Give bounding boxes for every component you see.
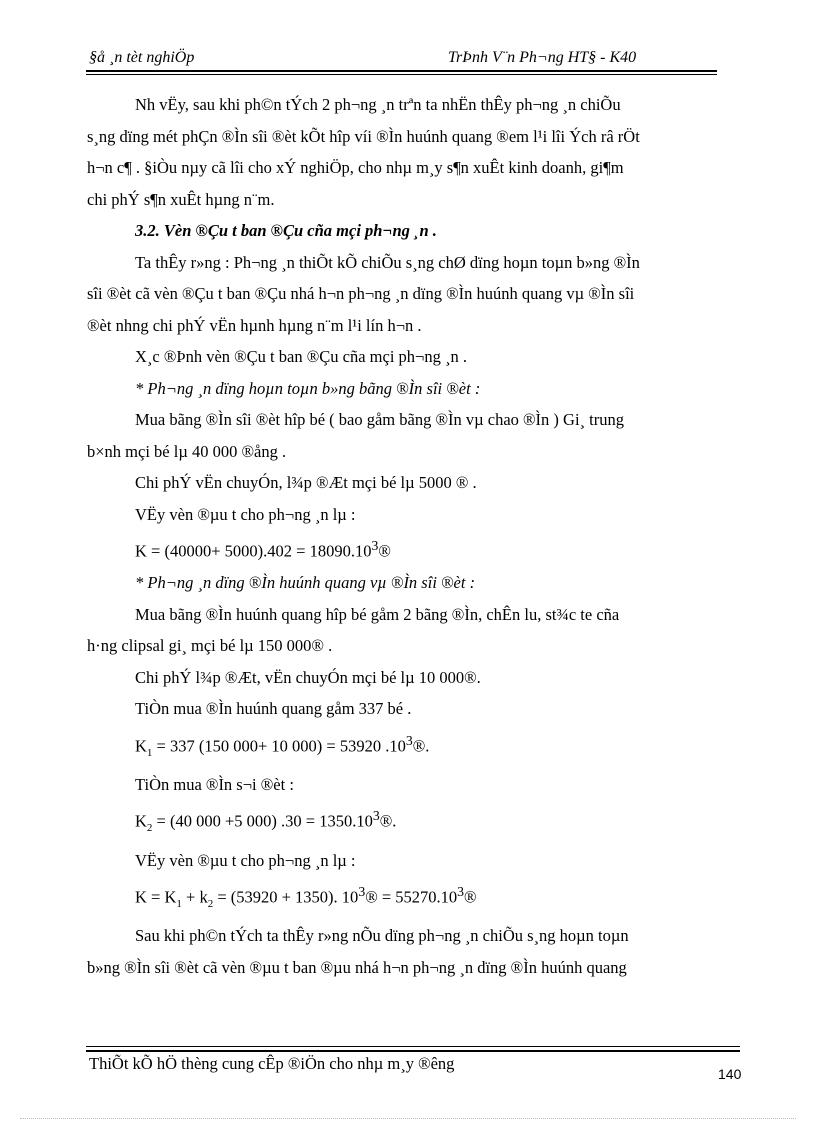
formula-line [87, 530, 741, 567]
subscript: 1 [176, 897, 182, 910]
formula-line [87, 876, 741, 920]
paragraph-line: h·ng clipsal gi¸ mçi bé lµ 150 000® . [87, 636, 333, 655]
subscript: 2 [207, 897, 214, 910]
formula-unit: ®. [412, 736, 430, 755]
paragraph-line: b»ng ®Ìn sîi ®èt cã vèn ®µu t ban ®µu nhá h¬n ph¬ng ¸n dïng ®Ìn huúnh quang [87, 957, 627, 977]
page-number: 140 [718, 1066, 742, 1082]
header-left-title: §å ¸n tèt nghiÖp [89, 49, 195, 66]
subscript: 1 [146, 746, 153, 759]
paragraph-line: sîi ®èt cã vèn ®Çu t ban ®Çu nhá h¬n ph¬ng ¸n dïng ®Ìn huúnh quang vµ ®Ìn sîi [87, 284, 635, 303]
paragraph-line: TiÒn mua ®Ìn s¬i ®èt : [135, 774, 294, 794]
formula-unit: ® [378, 541, 391, 561]
formula-text: K [135, 736, 147, 755]
superscript: 3 [358, 884, 366, 900]
subscript: 2 [146, 822, 153, 835]
formula-line [87, 800, 741, 844]
formula-text: K = K [135, 887, 177, 907]
paragraph-line: Nh vËy, sau khi ph©n tÝch 2 ph¬ng ¸n trªn ta nhËn thÊy ph¬ng ¸n chiÕu [135, 95, 621, 114]
formula-text: = 337 (150 000+ 10 000) = 53920 .10 [152, 736, 406, 755]
section-heading: 3.2. Vèn ®Çu t ban ®Çu cña mçi ph¬ng ¸n . [135, 221, 437, 240]
header-rule-thick [86, 70, 717, 72]
formula-text: K [135, 811, 147, 831]
paragraph-line: Mua bãng ®Ìn huúnh quang hîp bé gåm 2 bãng ®Ìn, chÊn lu, st¾c te cña [135, 604, 620, 624]
header-rule-thin [86, 74, 717, 75]
paragraph-line: Chi phÝ l¾p ®Æt, vËn chuyÓn mçi bé lµ 10 000®. [135, 667, 481, 687]
option-heading: * Ph¬ng ¸n dïng ®Ìn huúnh quang vµ ®Ìn sîi ®èt : [135, 573, 476, 592]
paragraph-line: X¸c ®Þnh vèn ®Çu t ban ®Çu cña mçi ph¬ng ¸n . [135, 347, 467, 366]
paragraph-line: ®èt nhng chi phÝ vËn hµnh hµng n¨m l¹i lín h¬n . [87, 315, 422, 335]
paragraph-line: VËy vèn ®µu t cho ph¬ng ¸n lµ : [135, 504, 356, 524]
formula-text: = (53920 + 1350). 10 [213, 887, 359, 907]
formula-line [87, 725, 741, 769]
paragraph-line: Chi phÝ vËn chuyÓn, l¾p ®Æt mçi bé lµ 5000 ® . [135, 473, 477, 492]
footer-title: ThiÕt kÕ hÖ thèng cung cÊp ®iÖn cho nhµ m¸y ®êng [89, 1054, 455, 1073]
superscript: 3 [405, 732, 413, 748]
paragraph-line: chi phÝ s¶n xuÊt hµng n¨m. [87, 189, 275, 209]
formula-text: + k [181, 887, 208, 907]
page-edge-divider [20, 1118, 796, 1119]
paragraph-line: VËy vèn ®µu t cho ph¬ng ¸n lµ : [135, 850, 356, 870]
paragraph-line: Ta thÊy r»ng : Ph¬ng ¸n thiÕt kÕ chiÕu s¸ng chØ dïng hoµn toµn b»ng ®Ìn [135, 252, 640, 272]
paragraph-line: s¸ng dïng mét phÇn ®Ìn sîi ®èt kÕt hîp víi ®Ìn huúnh quang ®em l¹i lîi Ých râ rÖt [87, 126, 640, 146]
paragraph-line: Mua bãng ®Ìn sîi ®èt hîp bé ( bao gåm bãng ®Ìn vµ chao ®Ìn ) Gi¸ trung [135, 410, 624, 429]
footer-rule-thin [86, 1046, 740, 1047]
option-heading: * Ph¬ng ¸n dïng hoµn toµn b»ng bãng ®Ìn sîi ®èt : [135, 378, 481, 398]
paragraph-line: Sau khi ph©n tÝch ta thÊy r»ng nÕu dïng ph¬ng ¸n chiÕu s¸ng hoµn toµn [135, 926, 629, 946]
paragraph-line: h¬n c¶ . §iÒu nµy cã lîi cho xÝ nghiÖp, cho nhµ m¸y s¶n xuÊt kinh doanh, gi¶m [87, 158, 624, 177]
header-right-author: TrÞnh V¨n Ph¬ng HT§ - K40 [448, 49, 637, 66]
formula-text: = (40 000 +5 000) .30 = 1350.10 [152, 811, 373, 831]
formula-unit: ®. [379, 811, 397, 831]
superscript: 3 [372, 808, 380, 824]
formula-unit: ® [464, 887, 477, 907]
paragraph-line: b×nh mçi bé lµ 40 000 ®ång . [87, 441, 287, 461]
superscript: 3 [371, 538, 379, 553]
paragraph-line: TiÒn mua ®Ìn huúnh quang gåm 337 bé . [135, 699, 412, 718]
superscript: 3 [457, 884, 465, 900]
document-body [87, 89, 741, 983]
formula-text: K = (40000+ 5000).402 = 18090.10 [135, 541, 372, 561]
footer-rule-thick [86, 1050, 740, 1052]
formula-text: ® = 55270.10 [365, 887, 458, 907]
